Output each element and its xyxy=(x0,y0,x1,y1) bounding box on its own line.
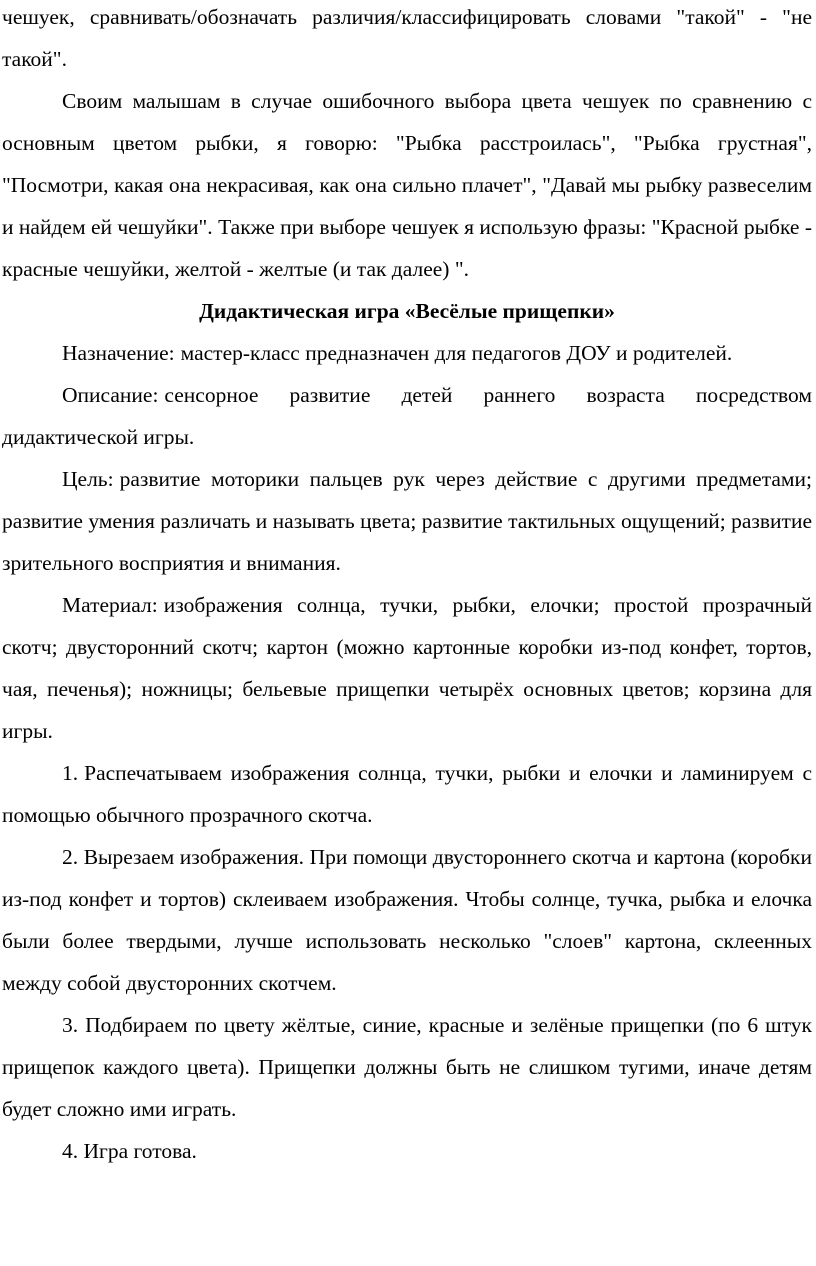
paragraph-goal xyxy=(2,458,812,584)
goal-text: развитие моторики пальцев рук через действие с другими предметами; развитие умения различать и называть цвета; развитие тактильных ощущений; развитие зрительного восприятия и внимания. xyxy=(2,467,812,575)
step-3 xyxy=(2,1004,812,1130)
paragraph-material xyxy=(2,584,812,752)
description-text: сенсорное развитие детей раннего возраста посредством дидактической игры. xyxy=(2,383,812,449)
step-3-text: Подбираем по цвету жёлтые, синие, красные и зелёные прищепки (по 6 штук прищепок каждого цвета). Прищепки должны быть не слишком тугими, иначе детям будет сложно ими играть. xyxy=(2,1013,813,1121)
paragraph-purpose xyxy=(2,332,812,374)
goal-label: Цель: xyxy=(62,467,114,491)
paragraph-intro-continuation: чешуек, сравнивать/обозначать различия/классифицировать словами "такой" - "не такой". xyxy=(2,5,812,71)
step-2-number: 2. xyxy=(62,845,79,869)
step-4 xyxy=(2,1130,812,1172)
material-text: изображения солнца, тучки, рыбки, елочки; простой прозрачный скотч; двусторонний скотч; картон (можно картонные коробки из-под конфет, тортов, чая, печенья); ножницы; бельевые прищепки четырёх основных цветов; корзина для игры. xyxy=(2,593,812,743)
step-2-text: Вырезаем изображения. При помощи двустороннего скотча и картона (коробки из-под конфет и тортов) склеиваем изображения. Чтобы солнце, тучка, рыбка и елочка были более твердыми, лучше использовать несколько "слоев" картона, склеенных между собой двусторонних скотчем. xyxy=(2,845,812,995)
section-title: Дидактическая игра «Весёлые прищепки» xyxy=(199,299,615,323)
material-label: Материал: xyxy=(62,593,158,617)
step-1-text: Распечатываем изображения солнца, тучки, рыбки и елочки и ламинируем с помощью обычного прозрачного скотча. xyxy=(2,761,812,827)
step-2 xyxy=(2,836,812,1004)
purpose-label: Назначение: xyxy=(62,341,175,365)
paragraph-intro-fish: Своим малышам в случае ошибочного выбора цвета чешуек по сравнению с основным цветом рыбки, я говорю: "Рыбка расстроилась", "Рыбка грустная", "Посмотри, какая она некрасивая, как она сильно плачет", "Давай мы рыбку развеселим и найдем ей чешуйки". Также при выборе чешуек я использую фразы: "Красной рыбке - красные чешуйки, желтой - желтые (и так далее) ". xyxy=(2,89,812,281)
description-label: Описание: xyxy=(62,383,159,407)
paragraph-description xyxy=(2,374,812,458)
step-1-number: 1. xyxy=(62,761,79,785)
purpose-text: мастер-класс предназначен для педагогов ДОУ и родителей. xyxy=(180,341,733,365)
step-4-number: 4. xyxy=(62,1139,79,1163)
step-4-text: Игра готова. xyxy=(83,1139,197,1163)
step-1 xyxy=(2,752,812,836)
step-3-number: 3. xyxy=(62,1013,79,1037)
